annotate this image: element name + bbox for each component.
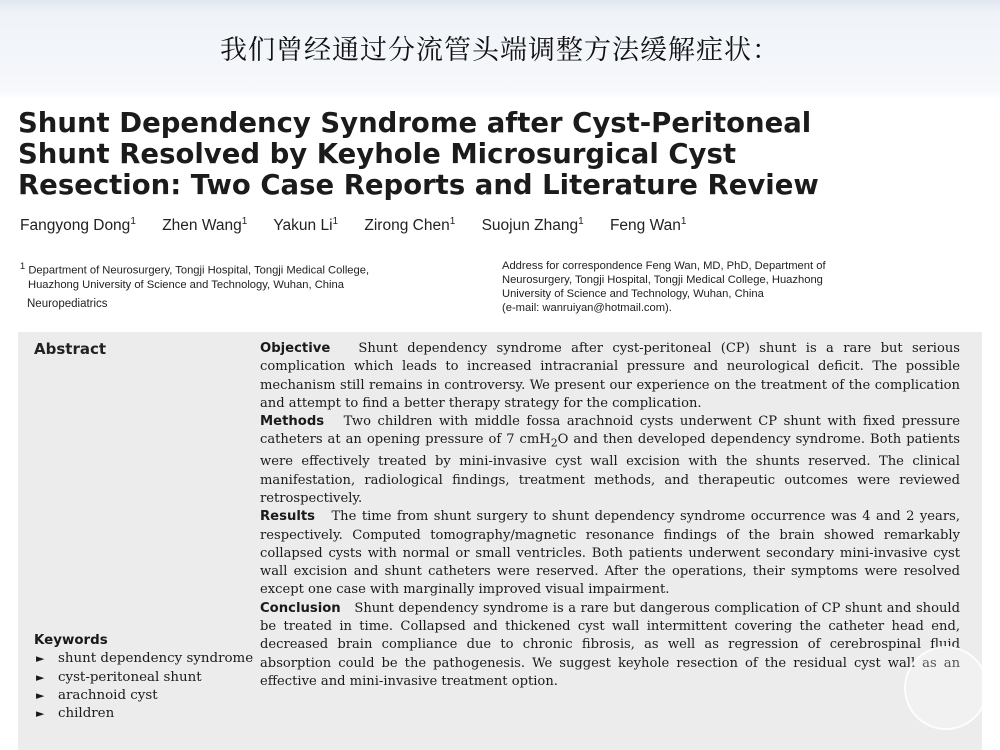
methods-label: Methods <box>260 414 325 430</box>
affiliation <box>20 259 480 292</box>
correspondence-line: Neurosurgery, Tongji Hospital, Tongji Medical College, Huazhong <box>502 274 823 286</box>
keyword-item <box>34 650 254 668</box>
correspondence-line: University of Science and Technology, Wuhan, China <box>502 288 764 300</box>
abstract-heading: Abstract <box>34 340 107 358</box>
slide-top-rule <box>0 0 1000 12</box>
author: Yakun Li$^1$ <box>273 216 339 235</box>
affiliation-marker: 1 <box>20 261 26 271</box>
slide-title: 我们曾经通过分流管头端调整方法缓解症状： <box>220 35 780 66</box>
keyword-text: shunt dependency syndrome <box>58 651 254 667</box>
keyword-text: arachnoid cyst <box>58 687 158 703</box>
author: Fangyong Dong$^1$ <box>20 216 136 235</box>
abstract-results <box>260 508 960 599</box>
abstract-methods <box>260 413 960 508</box>
keyword-item <box>34 687 254 705</box>
abstract-objective <box>260 340 960 413</box>
paper-title-line: Shunt Dependency Syndrome after Cyst-Peritoneal <box>18 107 812 139</box>
results-text: The time from shunt surgery to shunt dependency syndrome occurrence was 4 and 2 years, respectively. Computed tomography/magnetic resonance findings of the brain showed remarkably collapsed cysts with normal or small ventricles. Both patients underwent secondary mini-invasive cyst wall excision and shunt catheters were reserved. After the operations, their symptoms were resolved except one case with marginally improved visual impairment. <box>260 509 960 598</box>
methods-text-continued: O and then developed dependency syndrome. Both patients were effectively treated by mini-invasive cyst wall excision with the shunts reserved. The clinical manifestation, radiological findings, treatment methods, and therapeutic outcomes were reviewed retrospectively. <box>260 432 960 506</box>
bullet-arrow-icon: ► <box>36 707 45 721</box>
correspondence-address <box>502 259 972 315</box>
paper-title-line: Shunt Resolved by Keyhole Microsurgical Cyst <box>18 138 736 170</box>
author: Zirong Chen$^1$ <box>364 216 456 235</box>
conclusion-text: Shunt dependency syndrome is a rare but dangerous complication of CP shunt and should be treated in time. Collapsed and thickened cyst wall intermittent covering the catheter head end, decreased brain compliance due to chronic fibrosis, as well as regression of cerebrospinal fluid absorption could be the pathogenesis. We suggest keyhole resection of the residual cyst wall as an effective and mini-invasive treatment option. <box>260 600 960 689</box>
methods-subscript: 2 <box>550 437 558 451</box>
author: Zhen Wang$^1$ <box>162 216 248 235</box>
correspondence-line: Address for correspondence Feng Wan, MD, PhD, Department of <box>502 260 826 272</box>
abstract-body <box>260 340 960 691</box>
author: Suojun Zhang$^1$ <box>481 216 584 235</box>
keywords <box>34 632 254 723</box>
bullet-arrow-icon: ► <box>36 688 45 702</box>
paper-title-line: Resection: Two Case Reports and Literature Review <box>18 169 819 201</box>
keyword-item <box>34 669 254 687</box>
author: Feng Wan$^1$ <box>609 216 687 235</box>
methods-text: Two children with middle fossa arachnoid cysts underwent CP shunt with fixed pressure catheters at an opening pressure of 7 cmH <box>260 414 960 448</box>
keyword-text: cyst-peritoneal shunt <box>58 669 202 685</box>
watermark-icon <box>904 646 988 730</box>
abstract-box <box>18 332 982 750</box>
journal-name: Neuropediatrics <box>27 298 108 310</box>
paper-excerpt <box>0 98 1000 750</box>
keyword-text: children <box>58 706 115 722</box>
author-list <box>20 216 980 235</box>
bullet-arrow-icon: ► <box>36 670 45 684</box>
keywords-heading: Keywords <box>34 633 108 648</box>
conclusion-label: Conclusion <box>260 600 341 616</box>
bullet-arrow-icon: ► <box>36 652 45 666</box>
affiliation-line: Huazhong University of Science and Technology, Wuhan, China <box>28 278 344 291</box>
correspondence-line: (e-mail: wanruiyan@hotmail.com). <box>502 302 672 314</box>
abstract-conclusion <box>260 600 960 691</box>
objective-label: Objective <box>260 341 331 356</box>
objective-text: Shunt dependency syndrome after cyst-peritoneal (CP) shunt is a rare but serious complication which leads to increased intracranial pressure and neurological deficit. The possible mechanism still remains in controversy. We present our experience on the treatment of the complication and attempt to find a better therapy strategy for the complication. <box>260 341 960 411</box>
affiliation-line: Department of Neurosurgery, Tongji Hospital, Tongji Medical College, <box>28 264 370 277</box>
paper-title <box>18 108 978 201</box>
keyword-item <box>34 705 254 723</box>
results-label: Results <box>260 509 316 525</box>
